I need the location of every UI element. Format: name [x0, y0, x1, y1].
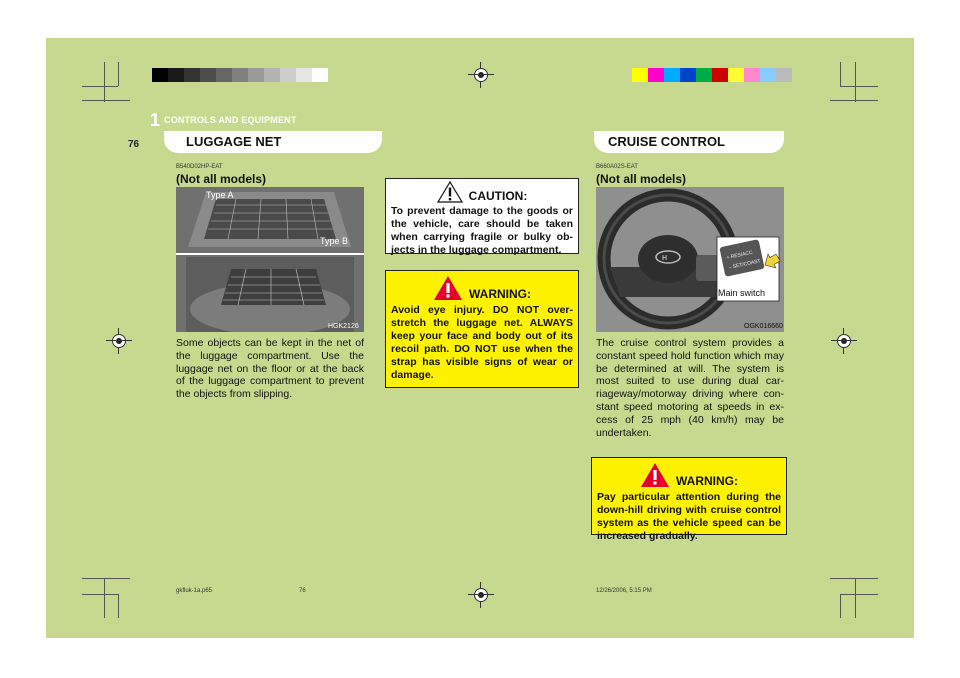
svg-text:+ RES/ACC: + RES/ACC	[726, 249, 754, 262]
color-calibration-bar-right	[632, 68, 792, 82]
color-swatch	[696, 68, 712, 82]
color-swatch	[264, 68, 280, 82]
section-subtitle: (Not all models)	[596, 172, 687, 186]
color-swatch	[248, 68, 264, 82]
color-swatch	[296, 68, 312, 82]
crop-mark	[830, 578, 878, 579]
warning-text: Avoid eye injury. DO NOT over-stretch the luggage net. ALWAYS keep your face and body out of its recoil path. DO NOT use when the strap has visible signs of wear or damage.	[391, 304, 573, 381]
photo-code: OGK016660	[744, 323, 783, 330]
photo-code: HGK2126	[328, 323, 359, 330]
svg-text:H: H	[662, 255, 668, 262]
color-swatch	[200, 68, 216, 82]
photo-label-type-b: Type B	[320, 236, 349, 246]
crop-mark	[118, 594, 119, 618]
caution-box	[385, 178, 579, 254]
caution-triangle-icon	[437, 181, 463, 203]
warning-triangle-icon	[433, 275, 463, 301]
luggage-net-illustration	[176, 187, 364, 332]
luggage-net-body-text: Some objects can be kept in the net of the luggage compartment. Use the luggage net on the floor or at the back of the luggage compartment to prevent the objects from slipping.	[176, 337, 364, 401]
warning-text: Pay particular attention during the down-hill driving with cruise control system as the vehicle speed can be increased gradually.	[597, 491, 781, 542]
color-swatch	[680, 68, 696, 82]
warning-header	[597, 464, 781, 488]
main-switch-callout: Main switch	[718, 288, 766, 298]
luggage-net-photo	[176, 187, 364, 332]
warning-label: WARNING:	[469, 287, 531, 301]
registration-mark-icon	[110, 332, 128, 350]
steering-wheel-illustration	[596, 187, 784, 332]
caution-header	[391, 183, 573, 203]
section-code: B540D02HP-EAT	[176, 164, 223, 170]
warning-triangle-icon	[640, 462, 670, 488]
crop-mark	[82, 100, 130, 101]
footer-timestamp: 12/26/2006, 5:15 PM	[596, 588, 652, 594]
crop-mark	[855, 62, 856, 102]
color-swatch	[168, 68, 184, 82]
footer-page-number: 76	[299, 588, 306, 594]
section-code: B660A02S-EAT	[596, 164, 638, 170]
chapter-number: 1	[150, 110, 161, 130]
crop-mark	[82, 594, 118, 595]
crop-mark	[830, 100, 878, 101]
steering-wheel-photo	[596, 187, 784, 332]
crop-mark	[840, 594, 878, 595]
color-swatch	[648, 68, 664, 82]
cruise-control-body-text: The cruise control system provides a constant speed hold function which may be determined at will. The system is most suited to use during dual car-riageway/motorway driving where con-stant speed motoring at speeds in ex-cess of 25 mph (40 km/h) may be undertaken.	[596, 337, 784, 439]
section-tab-luggage-net: LUGGAGE NET	[164, 131, 382, 153]
color-swatch	[776, 68, 792, 82]
crop-mark	[855, 578, 856, 618]
color-swatch	[216, 68, 232, 82]
photo-label-type-a: Type A	[206, 190, 234, 200]
color-swatch	[152, 68, 168, 82]
page-number: 76	[128, 139, 140, 150]
crop-mark	[840, 62, 841, 86]
registration-mark-icon	[472, 586, 490, 604]
crop-mark	[104, 62, 105, 102]
crop-mark	[840, 594, 841, 618]
color-calibration-bar-left	[152, 68, 328, 82]
footer-file-name: gkfluk-1a.p65	[176, 588, 213, 594]
svg-text:– SET/COAST: – SET/COAST	[728, 258, 762, 271]
color-swatch	[744, 68, 760, 82]
registration-mark-icon	[472, 66, 490, 84]
color-swatch	[728, 68, 744, 82]
warning-box-luggage-net	[385, 270, 579, 388]
section-tab-cruise-control: CRUISE CONTROL	[594, 131, 784, 153]
crop-mark	[118, 62, 119, 86]
color-swatch	[664, 68, 680, 82]
warning-header	[391, 277, 573, 301]
section-subtitle: (Not all models)	[176, 172, 267, 186]
crop-mark	[840, 86, 878, 87]
color-swatch	[760, 68, 776, 82]
color-swatch	[184, 68, 200, 82]
color-swatch	[280, 68, 296, 82]
color-swatch	[312, 68, 328, 82]
crop-mark	[82, 578, 130, 579]
warning-label: WARNING:	[676, 474, 738, 488]
registration-mark-icon	[835, 332, 853, 350]
color-swatch	[632, 68, 648, 82]
crop-mark	[104, 578, 105, 618]
color-swatch	[232, 68, 248, 82]
chapter-title: CONTROLS AND EQUIPMENT	[164, 115, 297, 125]
crop-mark	[82, 86, 118, 87]
caution-text: To prevent damage to the goods or the vehicle, care should be taken when carrying fragile or bulky ob-jects in the luggage compartment.	[391, 205, 573, 256]
warning-box-cruise-control	[591, 457, 787, 542]
color-swatch	[712, 68, 728, 82]
caution-label: CAUTION:	[468, 189, 528, 203]
